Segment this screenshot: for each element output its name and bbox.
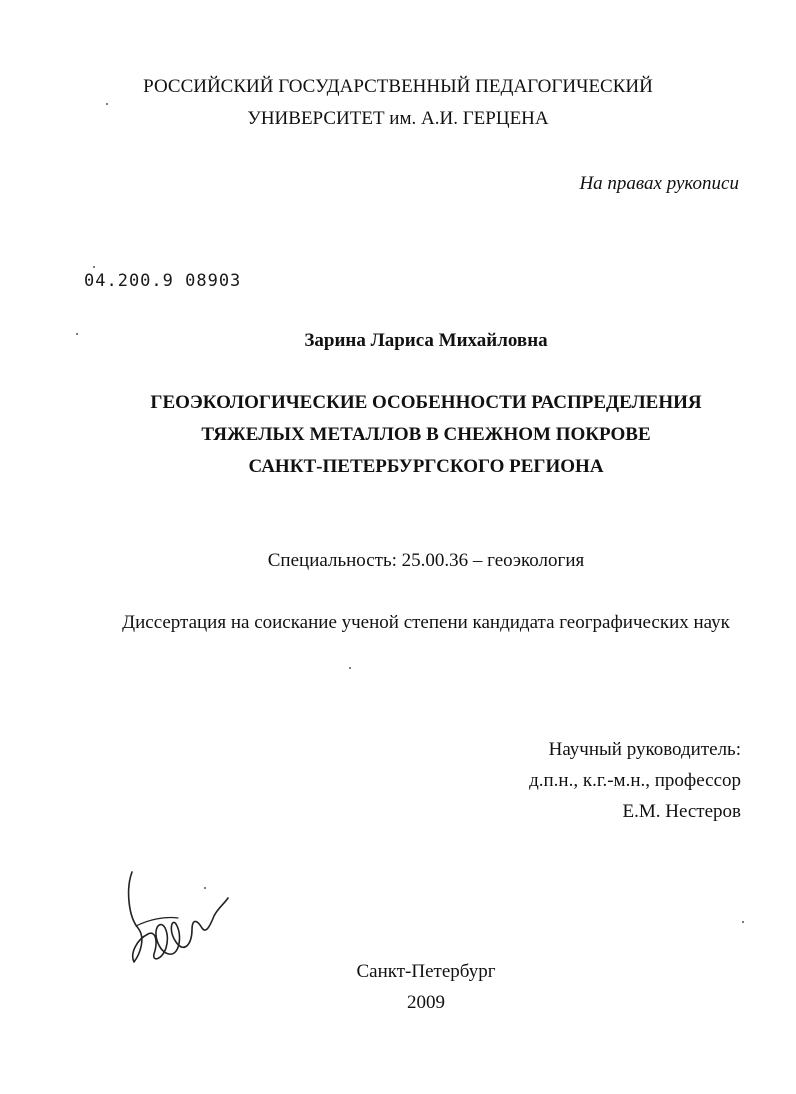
degree-statement: Диссертация на соискание ученой степени кандидата географических наук <box>122 612 730 633</box>
institution-line-2: УНИВЕРСИТЕТ им. А.И. ГЕРЦЕНА <box>247 108 549 129</box>
signature-icon <box>118 868 238 968</box>
scan-speck <box>93 266 95 268</box>
supervisor-name: Е.М. Нестеров <box>622 801 741 822</box>
supervisor-label: Научный руководитель: <box>548 739 741 760</box>
scan-speck <box>106 103 108 105</box>
author-name: Зарина Лариса Михайловна <box>304 330 548 351</box>
archive-stamp-number: 04.200.9 08903 <box>84 271 242 291</box>
title-line-3: САНКТ-ПЕТЕРБУРГСКОГО РЕГИОНА <box>248 456 604 477</box>
manuscript-note: На правах рукописи <box>579 173 739 194</box>
scan-speck <box>742 921 744 923</box>
institution-line-1: РОССИЙСКИЙ ГОСУДАРСТВЕННЫЙ ПЕДАГОГИЧЕСКИЙ <box>143 76 653 97</box>
supervisor-credentials: д.п.н., к.г.-м.н., профессор <box>529 770 741 791</box>
specialty: Специальность: 25.00.36 – геоэкология <box>267 550 585 571</box>
scan-speck <box>76 333 78 335</box>
scan-speck <box>204 887 206 889</box>
city: Санкт-Петербург <box>356 961 496 982</box>
scan-speck <box>349 667 351 669</box>
title-line-1: ГЕОЭКОЛОГИЧЕСКИЕ ОСОБЕННОСТИ РАСПРЕДЕЛЕНИЯ <box>150 392 702 413</box>
year: 2009 <box>407 992 445 1013</box>
title-line-2: ТЯЖЕЛЫХ МЕТАЛЛОВ В СНЕЖНОМ ПОКРОВЕ <box>201 424 651 445</box>
